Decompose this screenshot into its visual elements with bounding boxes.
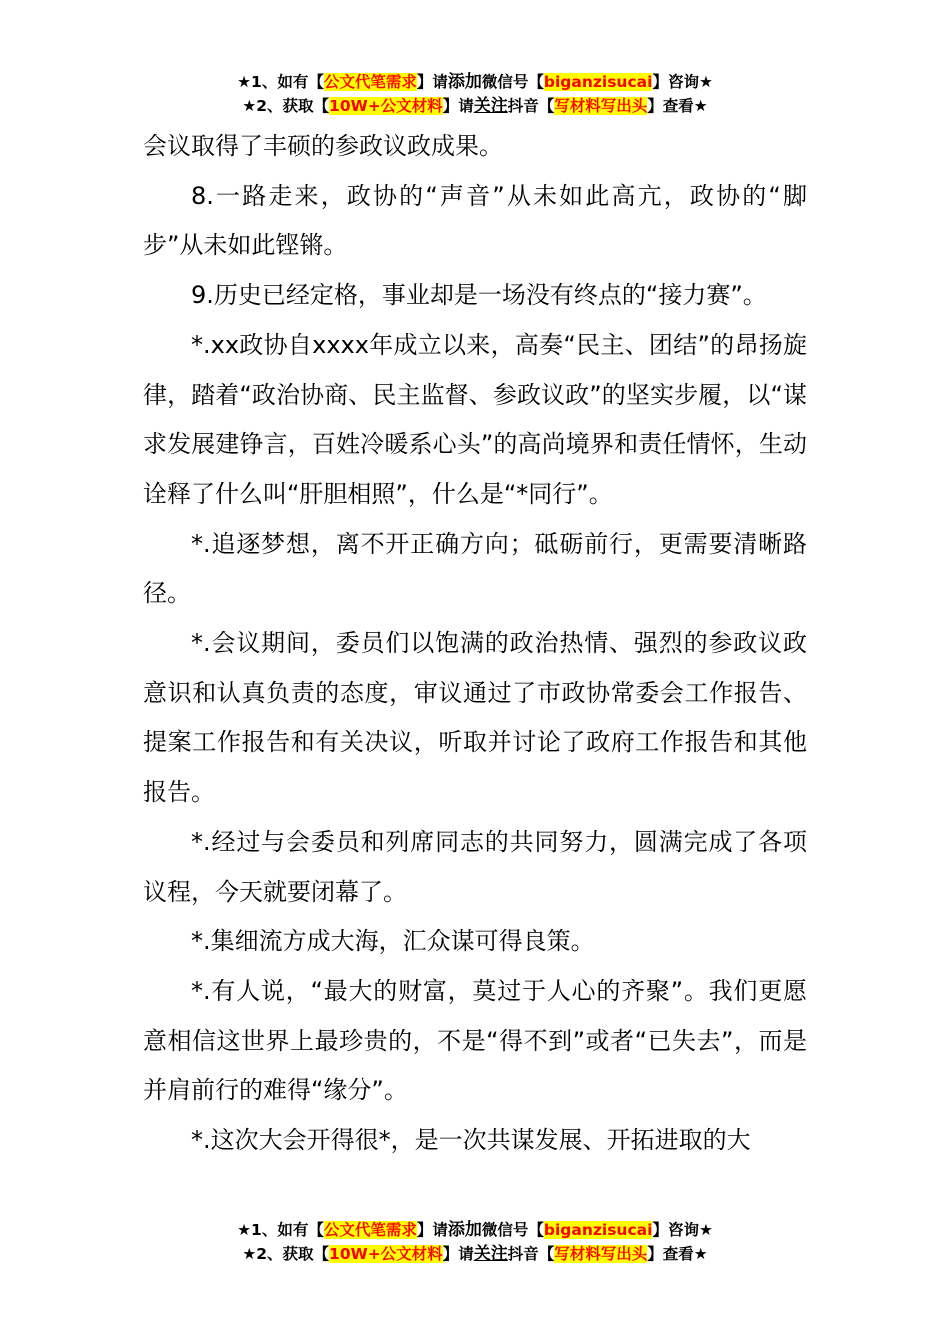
- footer-banner: [0, 1218, 950, 1266]
- highlight-douyin-account: 写材料写出头: [554, 97, 648, 115]
- banner-text: 】请: [416, 1221, 448, 1239]
- paragraph: 会议取得了丰硕的参政议政成果。: [143, 132, 503, 160]
- paragraph: 8.一路走来，政协的“声音”从未如此高亢，政协的“脚步”从未如此铿锵。: [143, 181, 807, 260]
- banner-text: ★1、如有【: [237, 1221, 324, 1239]
- banner-text: 微信号【: [481, 73, 544, 91]
- highlight-service: 公文代笔需求: [323, 1221, 417, 1239]
- banner-emphasis: 添加: [447, 72, 482, 92]
- banner-text: ★2、获取【: [242, 1245, 330, 1263]
- banner-emphasis: 关注: [473, 96, 508, 116]
- banner-line-2: [0, 94, 950, 118]
- banner-text: 】查看★: [647, 1245, 708, 1263]
- paragraph: *.追逐梦想，离不开正确方向；砥砺前行，更需要清晰路径。: [143, 529, 807, 608]
- highlight-materials: 10W+公文材料: [329, 97, 443, 115]
- highlight-wechat-id: biganzisucai: [543, 1221, 653, 1239]
- banner-line-2: [0, 1242, 950, 1266]
- banner-text: 】请: [416, 73, 448, 91]
- banner-text: 】咨询★: [652, 1221, 713, 1239]
- highlight-service: 公文代笔需求: [323, 73, 417, 91]
- highlight-wechat-id: biganzisucai: [543, 73, 653, 91]
- paragraph: *.这次大会开得很*，是一次共谋发展、开拓进取的大: [191, 1126, 751, 1155]
- paragraph: 9.历史已经定格，事业却是一场没有终点的“接力赛”。: [191, 281, 767, 310]
- highlight-douyin-account: 写材料写出头: [554, 1245, 648, 1263]
- banner-text: 抖音【: [507, 1245, 555, 1263]
- paragraph: *.xx政协自xxxx年成立以来，高奏“民主、团结”的昂扬旋律，踏着“政治协商、民主监督、参政议政”的坚实步履，以“谋求发展建铮言，百姓冷暖系心头”的高尚境界和责任情怀，生动诠释了什么叫“肝胆相照”，什么是“*同行”。: [143, 330, 807, 508]
- banner-text: 】请: [442, 1245, 474, 1263]
- banner-text: ★1、如有【: [237, 73, 324, 91]
- banner-line-1: [0, 70, 950, 94]
- banner-text: 微信号【: [481, 1221, 544, 1239]
- banner-text: 】查看★: [647, 97, 708, 115]
- banner-text: 】咨询★: [652, 73, 713, 91]
- paragraph: *.集细流方成大海，汇众谋可得良策。: [191, 927, 595, 956]
- header-banner: [0, 70, 950, 118]
- paragraph: *.会议期间，委员们以饱满的政治热情、强烈的参政议政意识和认真负责的态度，审议通过了市政协常委会工作报告、提案工作报告和有关决议，听取并讨论了政府工作报告和其他报告。: [143, 629, 807, 807]
- paragraph: *.有人说，“最大的财富，莫过于人心的齐聚”。我们更愿意相信这世界上最珍贵的，不是“得不到”或者“已失去”，而是并肩前行的难得“缘分”。: [143, 976, 807, 1105]
- banner-text: ★2、获取【: [242, 97, 330, 115]
- banner-text: 抖音【: [507, 97, 555, 115]
- highlight-materials: 10W+公文材料: [329, 1245, 443, 1263]
- banner-emphasis: 关注: [473, 1244, 508, 1264]
- paragraph: *.经过与会委员和列席同志的共同努力，圆满完成了各项议程，今天就要闭幕了。: [143, 827, 807, 906]
- banner-text: 】请: [442, 97, 474, 115]
- document-body: [143, 122, 807, 1166]
- banner-line-1: [0, 1218, 950, 1242]
- banner-emphasis: 添加: [447, 1220, 482, 1240]
